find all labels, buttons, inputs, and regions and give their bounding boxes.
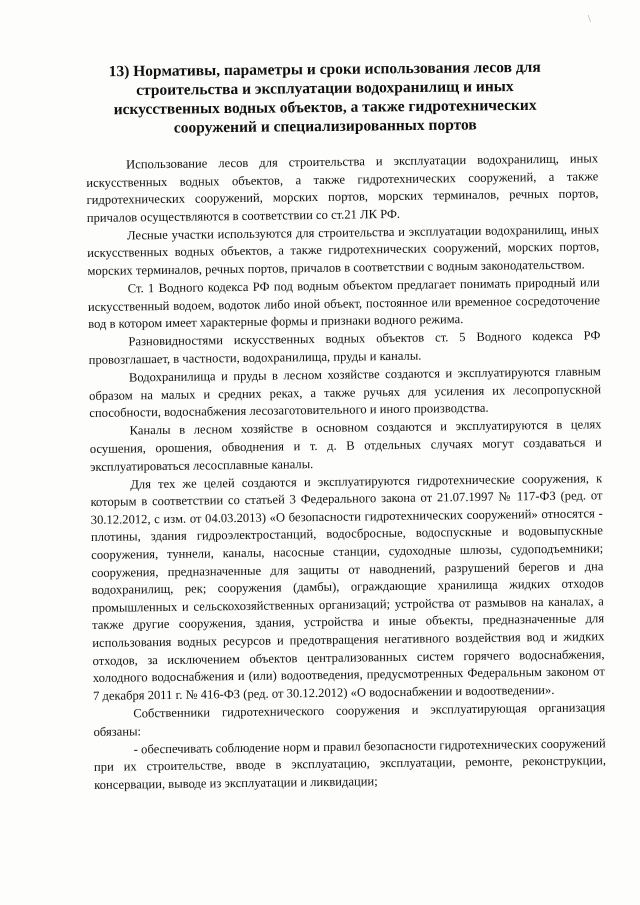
- section-title: 13) Нормативы, параметры и сроки использования лесов для строительства и эксплуатации водохранилищ и иных искусственных водных объектов, а также гидротехнических сооружений и специализированных портов: [108, 58, 541, 137]
- paragraph: Каналы в лесном хозяйстве в основном создаются и эксплуатируются в целях осушения, орошения, обводнения и т. д. В отдельных случаях могут создаваться и эксплуатироваться лесосплавные каналы.: [89, 417, 602, 474]
- paragraph: Использование лесов для строительства и эксплуатации водохранилищ, иных искусственных водных объектов, а также гидротехнических сооружений, а также гидротехнических сооружений, морских портов, морских терминалов, речных портов, причалов осуществляются в соответствии со ст.21 ЛК РФ.: [86, 151, 599, 225]
- list-item: - обеспечивать соблюдение норм и правил безопасности гидротехнических сооружений при их строительстве, вводе в эксплуатацию, эксплуатации, ремонте, реконструкции, консервации, выводе из эксплуатации и ликвидации;: [93, 735, 607, 792]
- corner-mark: \: [588, 14, 591, 25]
- paragraph: Ст. 1 Водного кодекса РФ под водным объектом предлагает понимать природный или искусственный водоем, водоток либо иной объект, постоянное или временное сосредоточение вод в котором имеет характерные формы и признаки водного режима.: [87, 275, 601, 332]
- paragraph: Водохранилища и пруды в лесном хозяйстве создаются и эксплуатируются главным образом на малых и средних реках, а также ручьях для усиления их лесопропускной способности, водоснабжения лесозаготовительного и иного производства.: [89, 364, 602, 421]
- paragraph: Собственники гидротехнического сооружения и эксплуатирующая организация обязаны:: [93, 700, 606, 739]
- paragraph: Для тех же целей создаются и эксплуатируются гидротехнические сооружения, к которым в соответствии со статьей 3 Федерального закона от 21.07.1997 № 117-ФЗ (ред. от 30.12.2012, с изм. от 04.03.2013) «О безопасности гидротехнических сооружений» относятся - плотины, здания гидроэлектростанций, водосбросные, водоспускные и водовыпускные сооружения, туннели, каналы, насосные станции, судоходные шлюзы, судоподъемники; сооружения, предназначенные для защиты от наводнений, разрушений берегов и дна водохранилищ, рек; сооружения (дамбы), ограждающие хранилища жидких отходов промышленных и сельскохозяйственных организаций; устройства от размывов на каналах, а также другие сооружения, здания, устройства и иные объекты, предназначенные для использования водных ресурсов и предотвращения негативного воздействия вод и жидких отходов, за исключением объектов централизованных систем горячего водоснабжения, холодного водоснабжения и (или) водоотведения, предусмотренных Федеральным законом от 7 декабря 2011 г. № 416-ФЗ (ред. от 30.12.2012) «О водоснабжении и водоотведении».: [90, 470, 605, 703]
- paragraph: Разновидностями искусственных водных объектов ст. 5 Водного кодекса РФ провозглашает, в частности, водохранилища, пруды и каналы.: [88, 328, 601, 368]
- document-body: [86, 150, 606, 795]
- paragraph: Лесные участки используются для строительства и эксплуатации водохранилищ, иных искусственных водных объектов, а также гидротехнических сооружений, морских портов, морских терминалов, речных портов, причалов в соответствии с водным законодательством.: [87, 222, 600, 279]
